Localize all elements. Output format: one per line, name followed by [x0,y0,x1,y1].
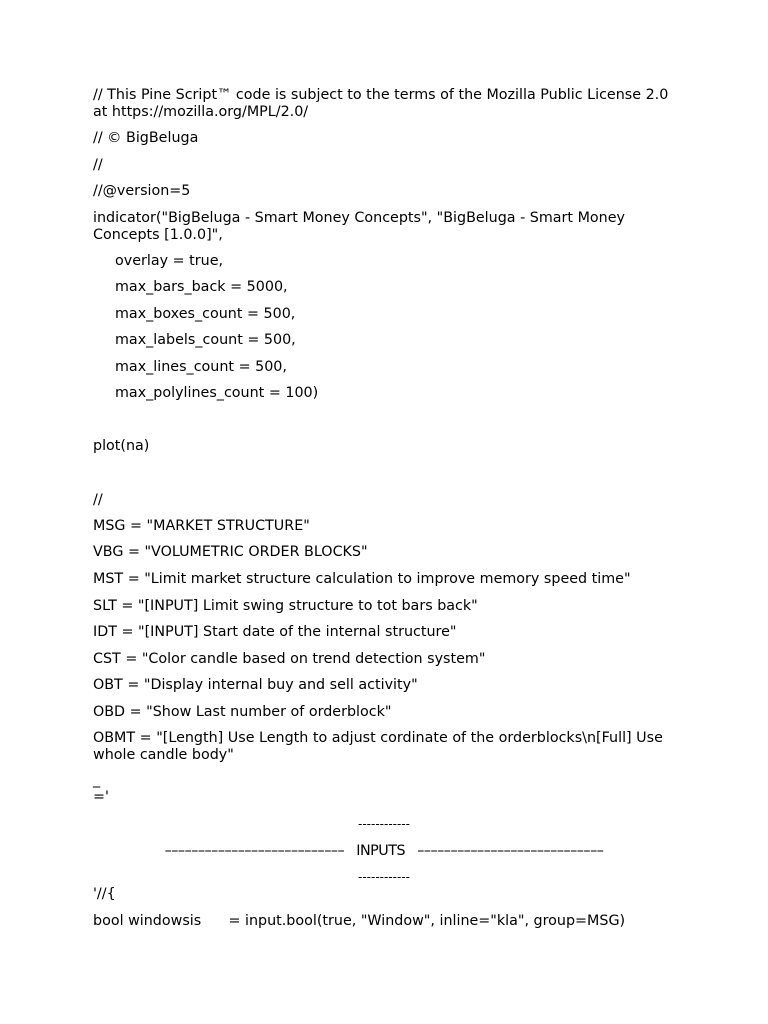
max-lines-count-arg: max_lines_count = 500, [115,359,287,375]
version-line: //@version=5 [93,183,191,199]
inputs-header: ––––––––––––––––––––––––––– INPUTS –––––––––––––––––––––––––––– [164,843,604,859]
cst-const: CST = "Color candle based on trend detection system" [93,651,486,667]
comment-line: // [93,492,103,508]
vbg-const: VBG = "VOLUMETRIC ORDER BLOCKS" [93,544,368,560]
overlay-arg: overlay = true, [115,253,224,269]
dash-rule-top: ------------ [358,817,410,831]
plot-line: plot(na) [93,438,150,454]
separator-underscore: _ [93,772,101,788]
license-comment: // This Pine Script™ code is subject to the terms of the Mozilla Public License 2.0 at https://mozilla.org/MPL/2.0/ [93,87,673,120]
obmt-const: OBMT = "[Length] Use Length to adjust cordinate of the orderblocks\n[Full] Use whole candle body" [93,730,668,763]
comment-line: // [93,157,103,173]
max-labels-count-arg: max_labels_count = 500, [115,332,296,348]
max-boxes-count-arg: max_boxes_count = 500, [115,306,296,322]
windowsis-input: bool windowsis = input.bool(true, "Window", inline="kla", group=MSG) [93,913,626,929]
indicator-call: indicator("BigBeluga - Smart Money Concepts", "BigBeluga - Smart Money Concepts [1.0.0]", [93,210,630,243]
max-polylines-count-arg: max_polylines_count = 100) [115,385,319,401]
max-bars-back-arg: max_bars_back = 5000, [115,279,288,295]
separator-quote: =' [93,789,109,805]
block-open: '//{ [93,886,116,902]
idt-const: IDT = "[INPUT] Start date of the internal structure" [93,624,457,640]
mst-const: MST = "Limit market structure calculation to improve memory speed time" [93,571,631,587]
slt-const: SLT = "[INPUT] Limit swing structure to tot bars back" [93,598,478,614]
obd-const: OBD = "Show Last number of orderblock" [93,704,392,720]
copyright-comment: // © BigBeluga [93,130,199,146]
obt-const: OBT = "Display internal buy and sell activity" [93,677,418,693]
msg-const: MSG = "MARKET STRUCTURE" [93,518,310,534]
dash-rule-bottom: ------------ [358,870,410,884]
